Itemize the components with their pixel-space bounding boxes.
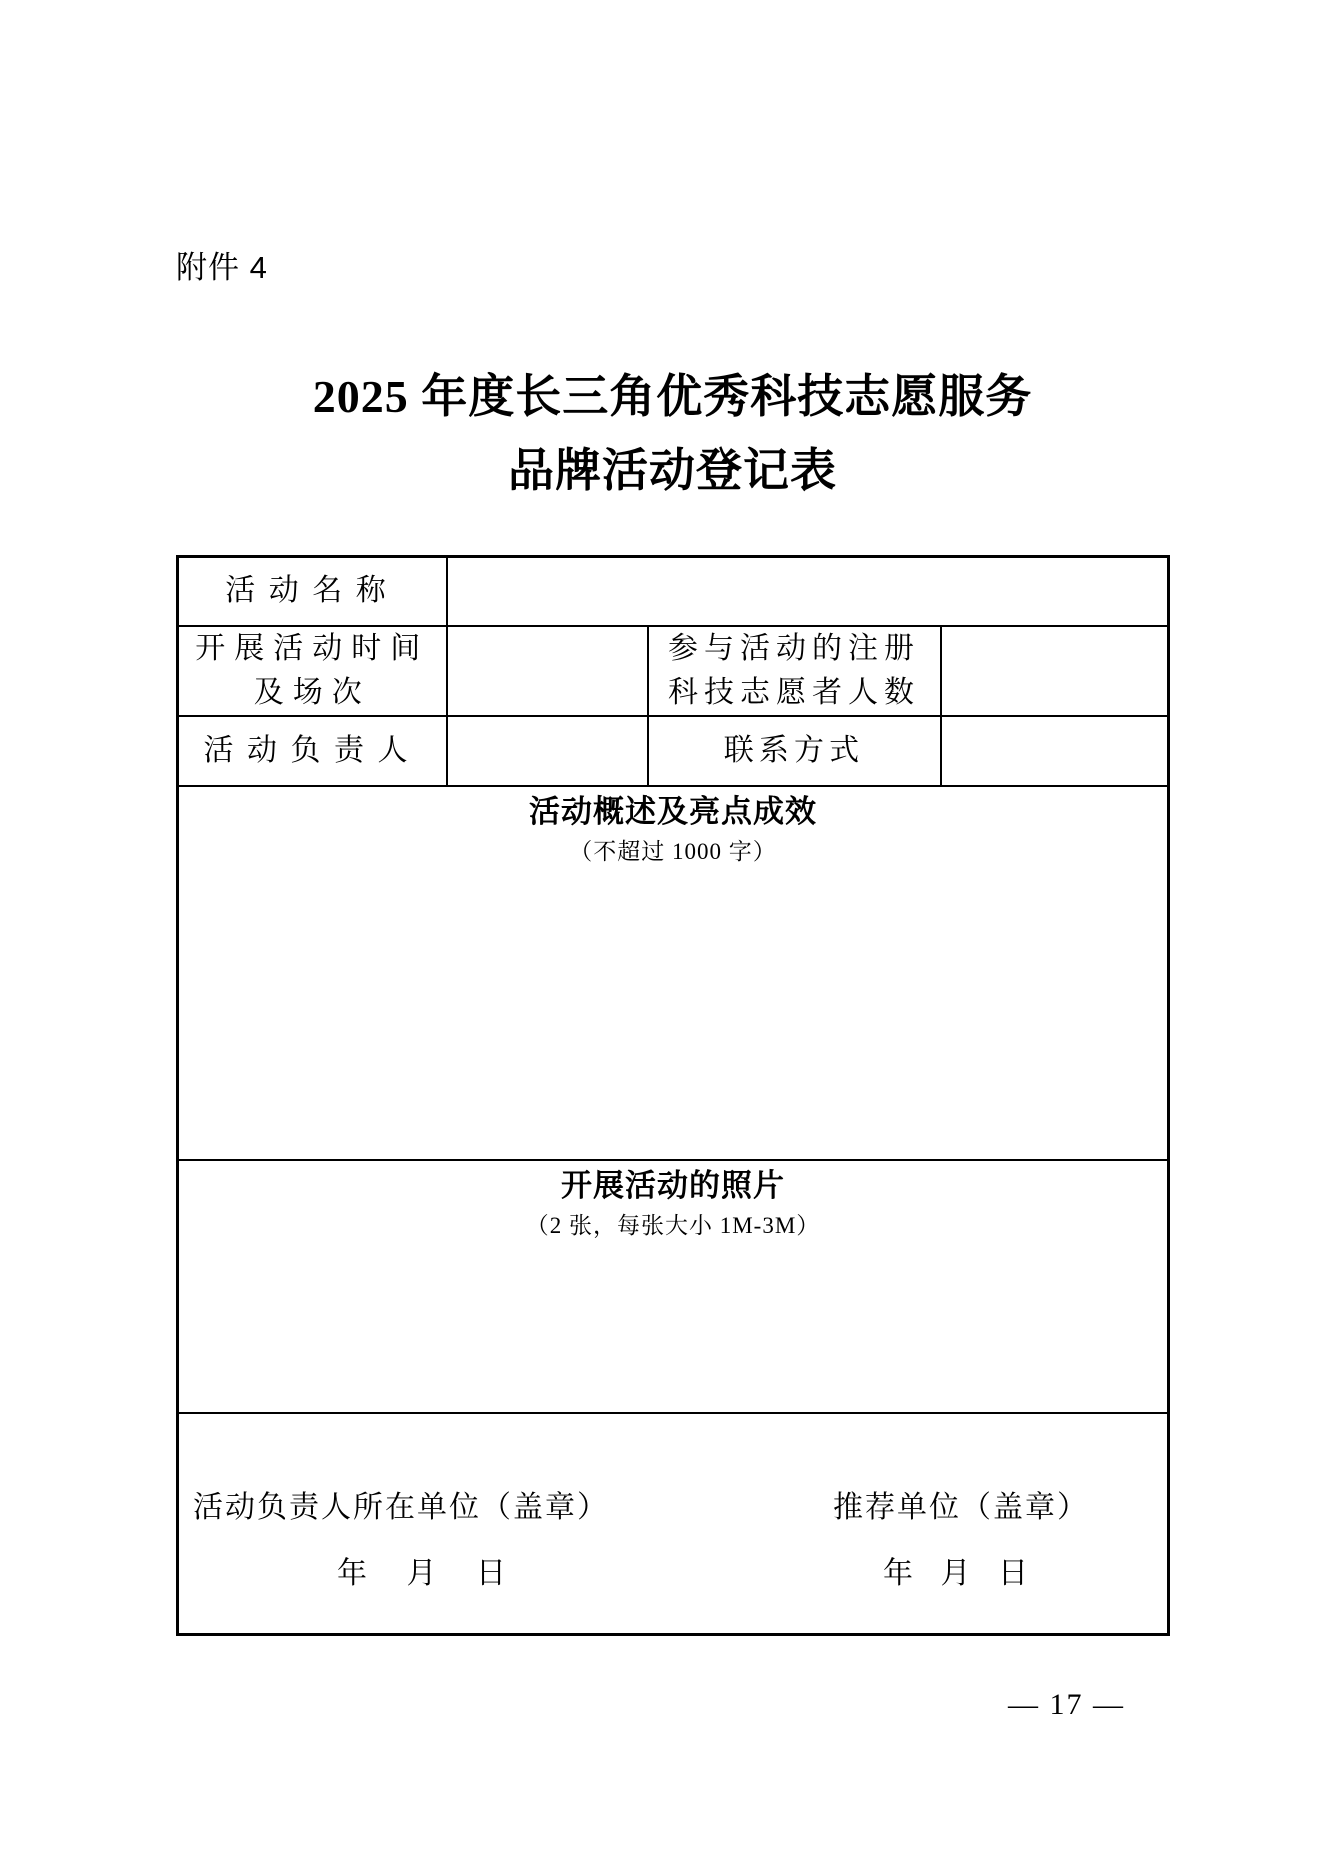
- contact-label: 联系方式: [648, 716, 941, 786]
- activity-name-value-cell: [447, 557, 1169, 626]
- row-activity-name: [178, 557, 1169, 626]
- document-title-line2: 品牌活动登记表: [508, 445, 837, 496]
- row-time-volunteers: [178, 626, 1169, 716]
- time-sessions-label: [178, 626, 447, 716]
- row-signatures: [178, 1413, 1169, 1635]
- overview-note: （不超过 1000 字）: [569, 838, 777, 864]
- time-sessions-label-line1: 开展活动时间: [195, 631, 430, 665]
- attachment-label: 附件 4: [176, 250, 268, 285]
- volunteers-value-cell: [941, 626, 1169, 716]
- overview-heading: 活动概述及亮点成效: [529, 793, 817, 829]
- row-overview: [178, 786, 1169, 1160]
- time-sessions-label-line2: 及场次: [253, 675, 371, 709]
- photos-note: （2 张，每张大小 1M-3M）: [525, 1212, 821, 1238]
- signature-left-unit: 活动负责人所在单位（盖章）: [193, 1490, 609, 1524]
- overview-cell: [178, 786, 1169, 1160]
- activity-name-label: 活动名称: [178, 557, 447, 626]
- time-sessions-value-cell: [447, 626, 648, 716]
- signature-right-date: 年 月 日: [883, 1556, 1028, 1590]
- signatures-cell: [178, 1413, 1169, 1635]
- volunteers-label-line2: 科技志愿者人数: [668, 675, 920, 709]
- signature-right-unit: 推荐单位（盖章）: [833, 1490, 1089, 1524]
- registration-form-table: [176, 555, 1170, 1636]
- volunteers-label-line1: 参与活动的注册: [668, 631, 920, 665]
- photos-heading: 开展活动的照片: [561, 1167, 785, 1203]
- page-number: — 17 —: [1008, 1688, 1125, 1721]
- signature-left-date: 年 月 日: [337, 1556, 506, 1590]
- leader-label: 活动负责人: [178, 716, 447, 786]
- contact-value-cell: [941, 716, 1169, 786]
- photos-cell: [178, 1160, 1169, 1413]
- volunteers-label: [648, 626, 941, 716]
- row-photos: [178, 1160, 1169, 1413]
- document-title: [178, 360, 1167, 508]
- row-leader-contact: [178, 716, 1169, 786]
- leader-value-cell: [447, 716, 648, 786]
- document-title-line1: 2025 年度长三角优秀科技志愿服务: [312, 371, 1033, 422]
